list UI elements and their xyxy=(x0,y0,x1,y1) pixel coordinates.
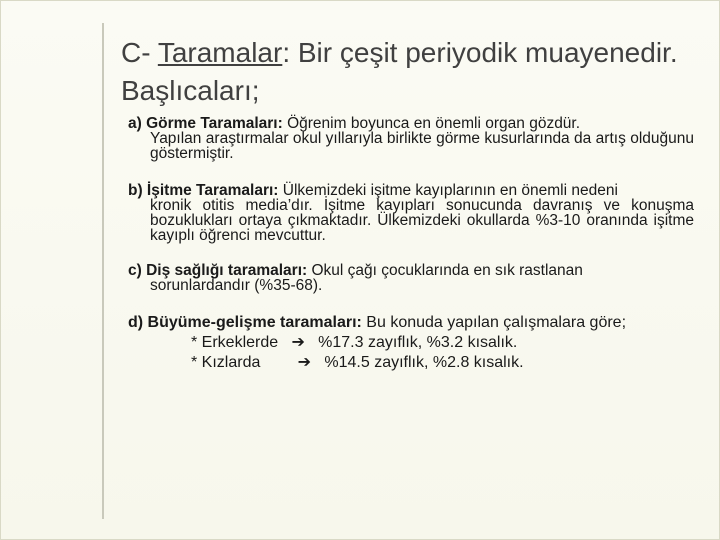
right-arrow-icon: ➔ xyxy=(297,354,312,371)
item-a-text-rest: Yapılan araştırmalar okul yıllarıyla birlikte görme kusurlarında da artış olduğunu göstermiştir. xyxy=(150,130,694,162)
item-a-first-line xyxy=(128,116,694,131)
slide-title xyxy=(121,34,701,110)
item-buyume-gelisme-taramalari xyxy=(128,313,694,373)
item-b-label: b) İşitme Taramaları: xyxy=(128,182,279,199)
item-d-text-first: Bu konuda yapılan çalışmalara göre; xyxy=(361,314,627,331)
item-d-label: d) Büyüme-gelişme taramaları: xyxy=(128,314,362,331)
title-rest: : Bir çeşit periyodik muayenedir. Başlıcaları; xyxy=(121,37,678,106)
item-a-text-first: Öğrenim boyunca en önemli organ gözdür. xyxy=(282,115,581,132)
item-b-text-first: Ülkemizdeki işitme kayıplarının en önemli nedeni xyxy=(278,182,618,199)
item-b-text-rest: kronik otitis media’dır. İşitme kayıpları sonucunda davranış ve konuşma bozuklukları ortaya çıkmaktadır. Ülkemizdeki okullarda %3-10 oranında işitme kayıplı öğrenci mevcuttur. xyxy=(150,197,694,244)
item-c-label: c) Diş sağlığı taramaları: xyxy=(128,262,308,279)
item-c-text-rest: sorunlardandır (%35-68). xyxy=(150,277,323,294)
row-kizlarda xyxy=(128,353,694,373)
row-kizlarda-label: * Kızlarda xyxy=(191,354,261,371)
right-arrow-icon: ➔ xyxy=(291,334,305,351)
item-c-text-first: Okul çağı çocuklarında en sık rastlanan xyxy=(307,262,583,279)
row-erkeklerde-value: %17.3 zayıflık, %3.2 kısalık. xyxy=(318,334,518,351)
vertical-divider xyxy=(102,23,104,519)
item-d-first-line xyxy=(128,313,694,333)
title-underlined-word: Taramalar xyxy=(157,37,283,68)
row-erkeklerde-label: * Erkeklerde xyxy=(191,334,279,351)
item-isitme-taramalari xyxy=(128,183,694,243)
item-b-first-line xyxy=(128,183,694,198)
row-kizlarda-value: %14.5 zayıflık, %2.8 kısalık. xyxy=(324,354,524,371)
title-prefix: C- xyxy=(121,37,158,68)
item-a-label: a) Görme Taramaları: xyxy=(128,115,283,132)
item-c-first-line xyxy=(128,263,694,278)
item-gorme-taramalari xyxy=(128,116,694,161)
item-dis-sagligi-taramalari xyxy=(128,263,694,293)
row-erkeklerde xyxy=(128,333,694,353)
